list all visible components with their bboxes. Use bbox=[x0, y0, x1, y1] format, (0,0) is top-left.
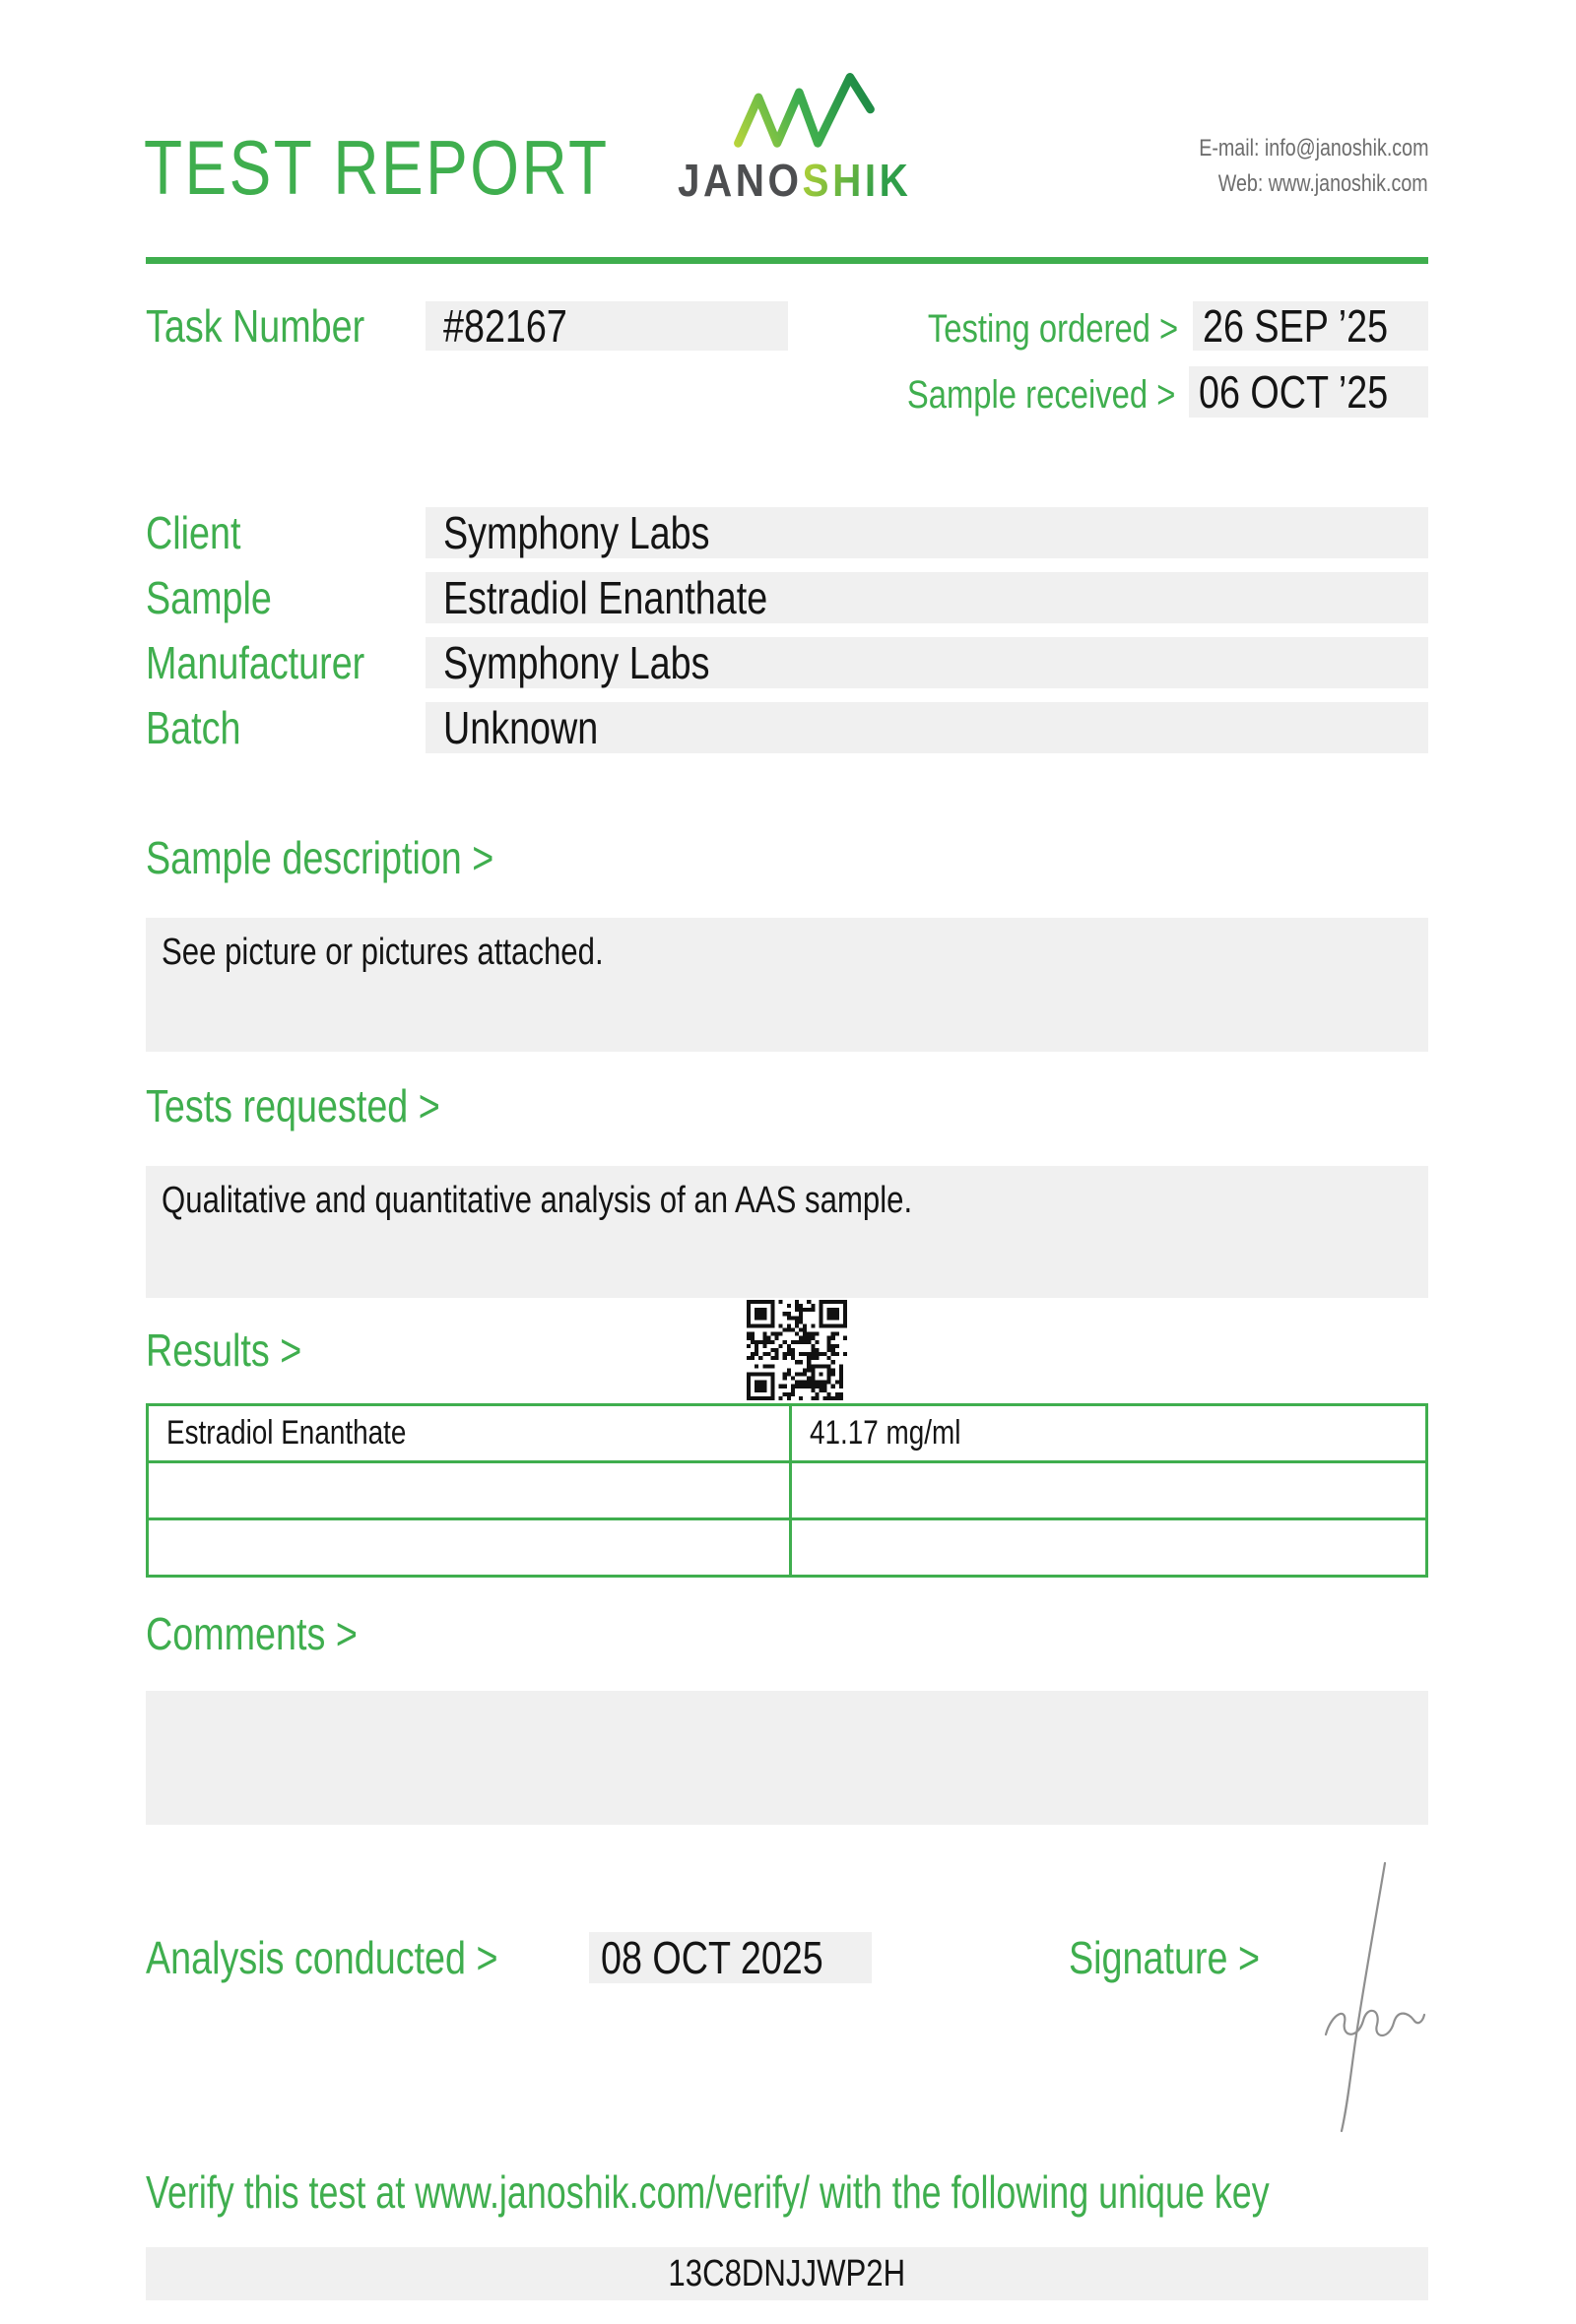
sample-received-label: Sample received > bbox=[906, 373, 1175, 417]
analysis-conducted-label: Analysis conducted > bbox=[146, 1932, 498, 1983]
testing-ordered-value: 26 SEP ’25 bbox=[1193, 301, 1428, 351]
testing-ordered-label: Testing ordered > bbox=[928, 307, 1179, 351]
task-number-row bbox=[146, 301, 788, 351]
qr-code bbox=[747, 1300, 847, 1400]
sample-received-row bbox=[886, 366, 1428, 418]
table-row bbox=[149, 1517, 1425, 1575]
result-value bbox=[789, 1463, 1425, 1517]
contact-email: E-mail: info@janoshik.com bbox=[1198, 135, 1428, 161]
tests-requested-box: Qualitative and quantitative analysis of an AAS sample. bbox=[146, 1166, 1428, 1298]
sample-description-heading: Sample description > bbox=[146, 832, 494, 883]
page-title-text: TEST REPORT bbox=[144, 124, 610, 211]
page-title bbox=[144, 126, 711, 209]
comments-box bbox=[146, 1691, 1428, 1825]
analysis-conducted-row bbox=[146, 1932, 835, 1983]
manufacturer-label: Manufacturer bbox=[146, 637, 365, 688]
verify-key: 13C8DNJJWP2H bbox=[146, 2247, 1428, 2300]
logo-shik: SHIK bbox=[802, 155, 912, 206]
contact-web: Web: www.janoshik.com bbox=[1218, 170, 1428, 197]
client-value: Symphony Labs bbox=[426, 507, 1428, 558]
table-row bbox=[149, 1406, 1425, 1460]
results-heading: Results > bbox=[146, 1324, 302, 1376]
task-number-value: #82167 bbox=[426, 301, 788, 351]
sample-received-value: 06 OCT ’25 bbox=[1189, 366, 1428, 418]
field-row-client bbox=[146, 507, 1428, 558]
sample-description-box: See picture or pictures attached. bbox=[146, 918, 1428, 1052]
field-row-manufacturer bbox=[146, 637, 1428, 688]
batch-value: Unknown bbox=[426, 702, 1428, 753]
field-row-batch bbox=[146, 702, 1428, 753]
results-table bbox=[146, 1403, 1428, 1578]
logo-chart-icon bbox=[724, 67, 896, 152]
header-divider bbox=[146, 257, 1428, 264]
client-label: Client bbox=[146, 507, 241, 558]
sample-value: Estradiol Enanthate bbox=[426, 572, 1428, 623]
result-value: 41.17 mg/ml bbox=[789, 1406, 1425, 1460]
manufacturer-value: Symphony Labs bbox=[426, 637, 1428, 688]
logo-jano: JANO bbox=[678, 155, 803, 206]
tests-requested-heading: Tests requested > bbox=[146, 1080, 440, 1131]
result-name: Estradiol Enanthate bbox=[166, 1414, 407, 1452]
result-value bbox=[789, 1520, 1425, 1575]
batch-label: Batch bbox=[146, 702, 241, 753]
comments-heading: Comments > bbox=[146, 1608, 358, 1659]
result-name bbox=[149, 1463, 789, 1517]
signature-image bbox=[1298, 1859, 1426, 2135]
testing-ordered-row bbox=[886, 301, 1428, 351]
verify-instruction: Verify this test at www.janoshik.com/verify/ with the following unique key bbox=[146, 2166, 1270, 2218]
result-name bbox=[149, 1520, 789, 1575]
table-row bbox=[149, 1460, 1425, 1517]
sample-label: Sample bbox=[146, 572, 272, 623]
logo-wordmark bbox=[678, 154, 944, 207]
field-row-sample bbox=[146, 572, 1428, 623]
signature-label: Signature > bbox=[1069, 1932, 1260, 1983]
task-number-label: Task Number bbox=[146, 300, 365, 352]
analysis-date-value: 08 OCT 2025 bbox=[589, 1932, 872, 1983]
